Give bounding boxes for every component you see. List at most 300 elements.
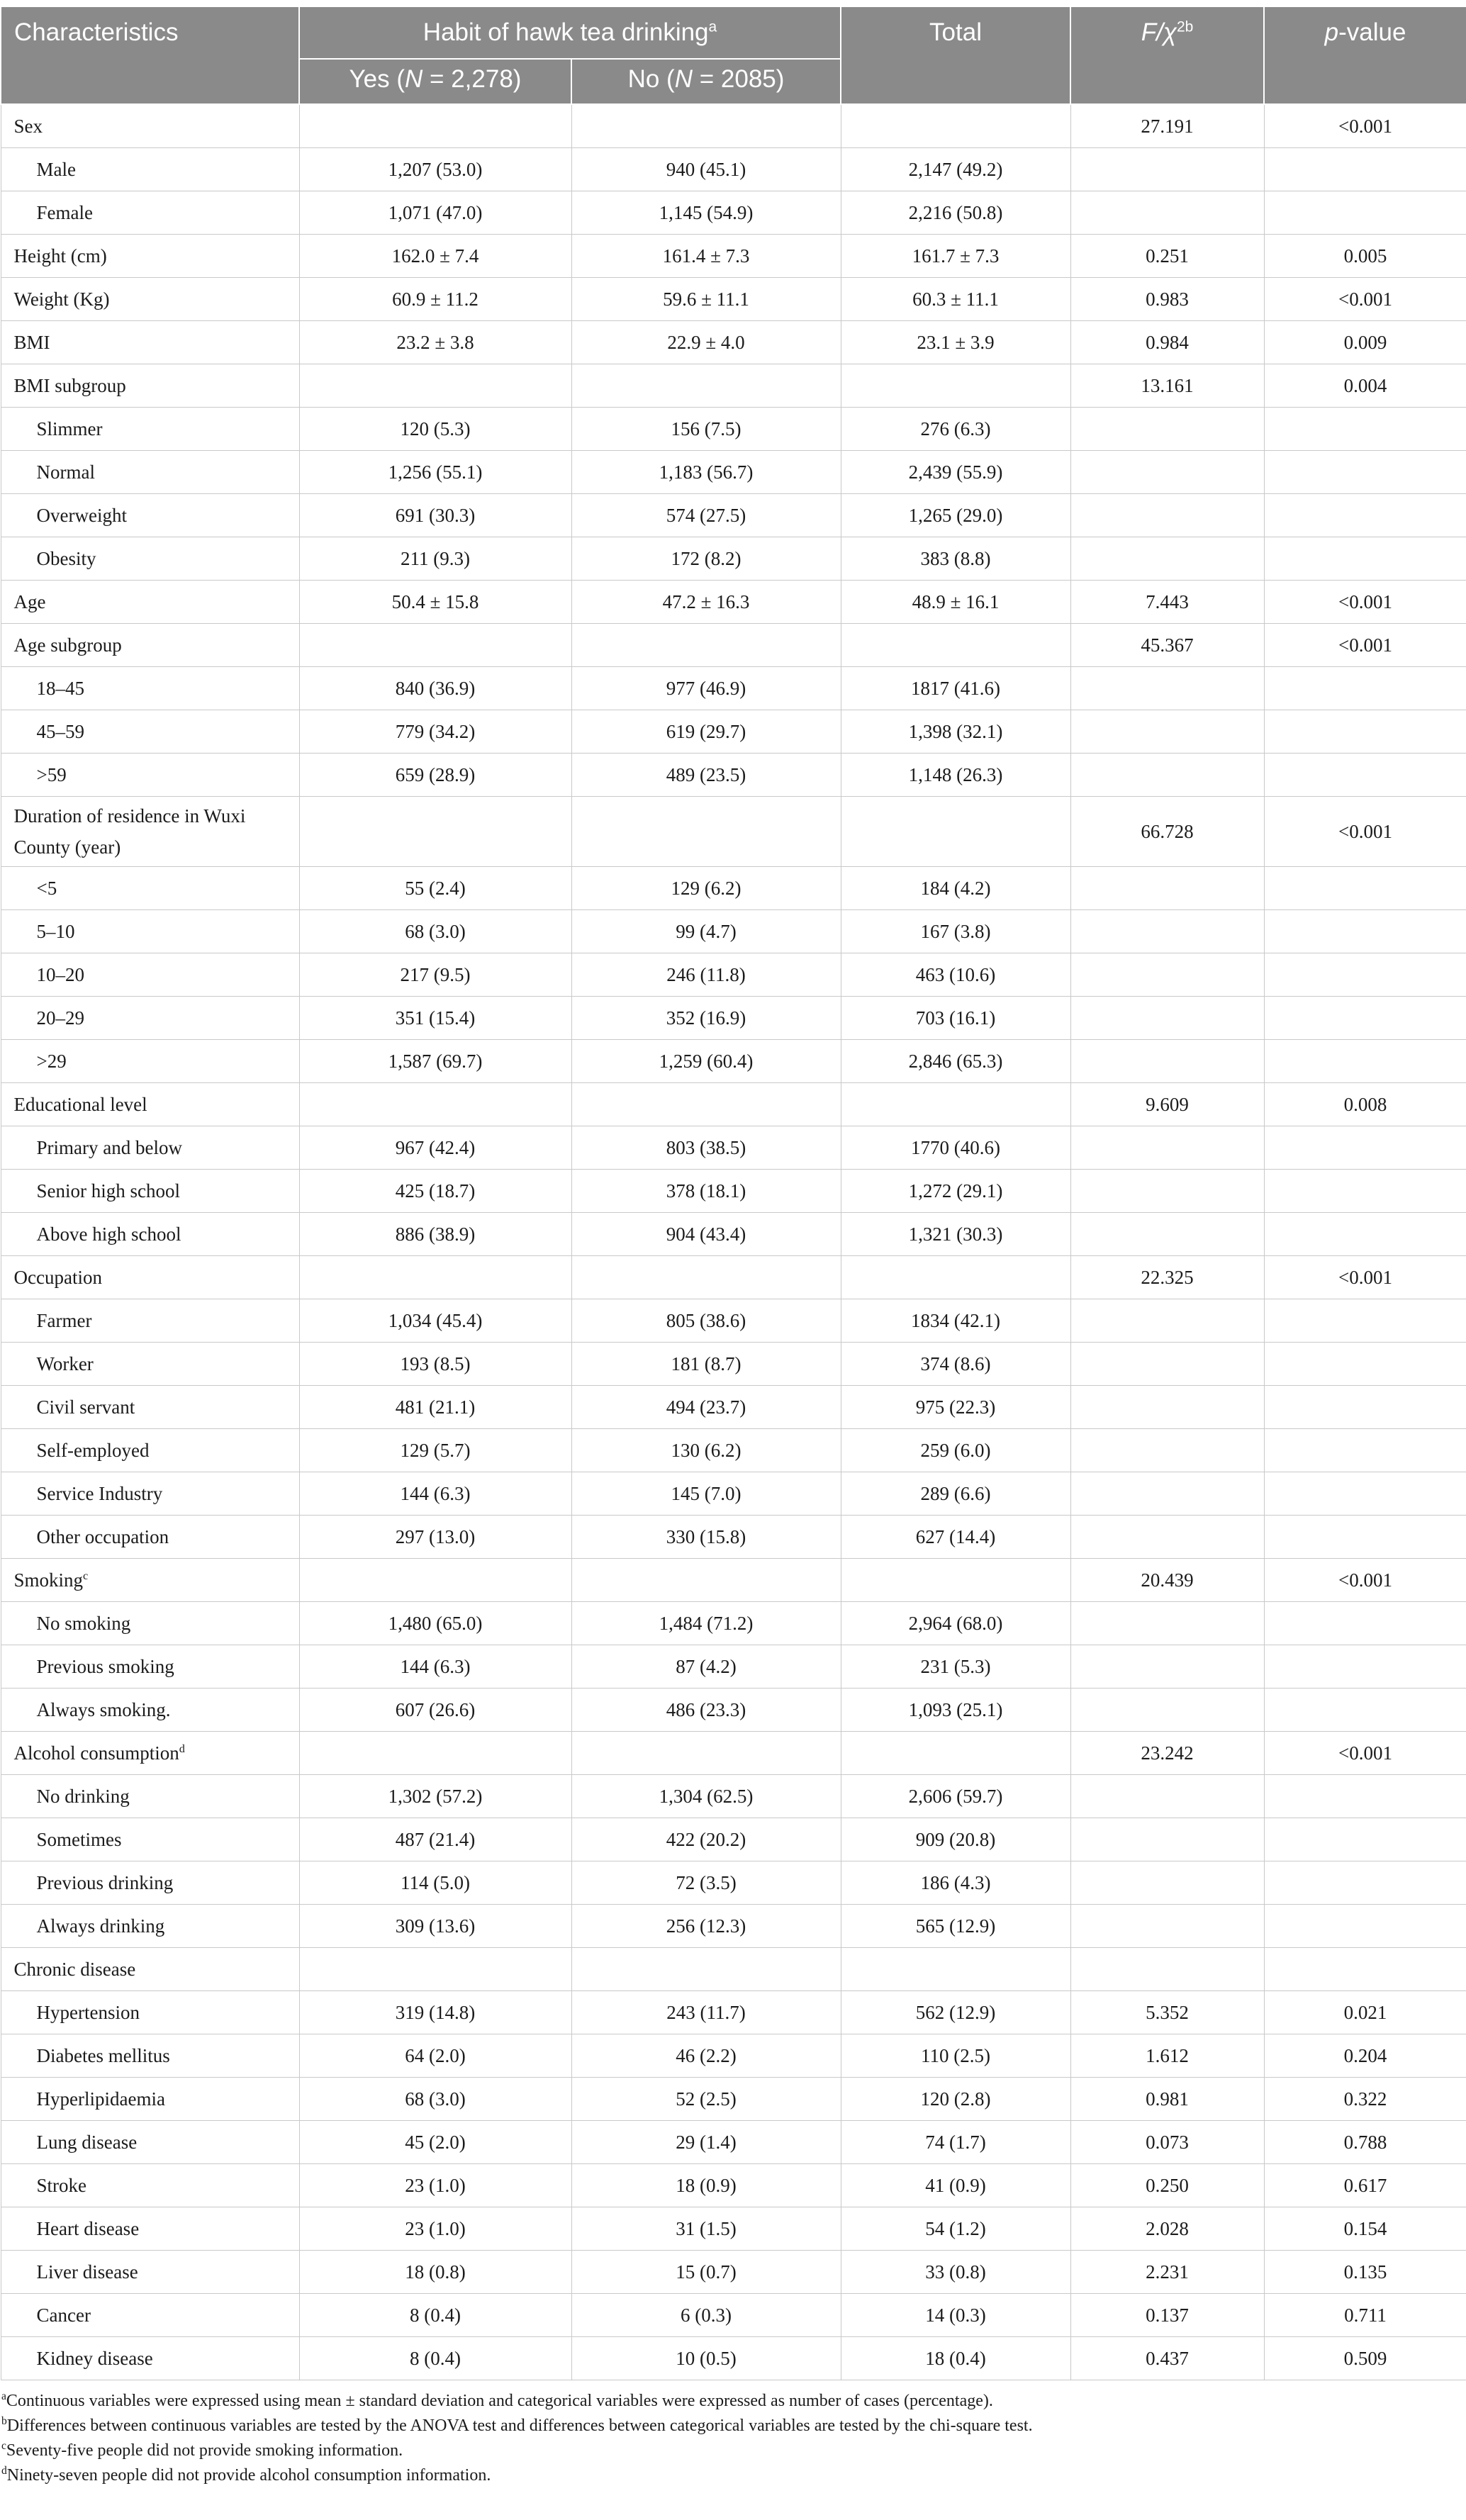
cell-yes: 1,587 (69.7) <box>299 1040 571 1083</box>
cell-no: 87 (4.2) <box>571 1645 841 1689</box>
cell-statistic <box>1070 408 1264 451</box>
cell-yes: 319 (14.8) <box>299 1991 571 2034</box>
cell-total: 627 (14.4) <box>841 1516 1070 1559</box>
cell-no <box>571 1732 841 1775</box>
cell-total: 54 (1.2) <box>841 2207 1070 2251</box>
cell-yes: 68 (3.0) <box>299 2078 571 2121</box>
cell-total: 909 (20.8) <box>841 1818 1070 1861</box>
row-label: Worker <box>1 1343 299 1386</box>
cell-yes: 193 (8.5) <box>299 1343 571 1386</box>
row-label: >29 <box>1 1040 299 1083</box>
cell-p-value: 0.788 <box>1264 2121 1466 2164</box>
row-label: Previous drinking <box>1 1861 299 1905</box>
table-row <box>1 1775 1466 1818</box>
cell-statistic <box>1070 537 1264 581</box>
cell-yes: 967 (42.4) <box>299 1126 571 1170</box>
table-row <box>1 321 1466 364</box>
header-p-value: p-value <box>1264 6 1466 104</box>
cell-statistic <box>1070 494 1264 537</box>
row-label: Diabetes mellitus <box>1 2034 299 2078</box>
table-row <box>1 1602 1466 1645</box>
row-label: Previous smoking <box>1 1645 299 1689</box>
cell-p-value <box>1264 953 1466 997</box>
cell-total <box>841 624 1070 667</box>
row-label: BMI <box>1 321 299 364</box>
row-label: Height (cm) <box>1 235 299 278</box>
cell-p-value <box>1264 1645 1466 1689</box>
cell-p-value <box>1264 1775 1466 1818</box>
row-label: Smoking$^c$ <box>1 1559 299 1602</box>
cell-yes: 217 (9.5) <box>299 953 571 997</box>
cell-no: 977 (46.9) <box>571 667 841 710</box>
cell-p-value <box>1264 537 1466 581</box>
cell-statistic: 0.984 <box>1070 321 1264 364</box>
row-label: Educational level <box>1 1083 299 1126</box>
table-row <box>1 1126 1466 1170</box>
table-row <box>1 1343 1466 1386</box>
cell-yes: 120 (5.3) <box>299 408 571 451</box>
cell-no: 59.6 ± 11.1 <box>571 278 841 321</box>
table-row <box>1 1689 1466 1732</box>
cell-total: 1,148 (26.3) <box>841 754 1070 797</box>
cell-no: 489 (23.5) <box>571 754 841 797</box>
table-row <box>1 2078 1466 2121</box>
cell-total: 23.1 ± 3.9 <box>841 321 1070 364</box>
row-label: No smoking <box>1 1602 299 1645</box>
row-label: 20–29 <box>1 997 299 1040</box>
cell-p-value <box>1264 451 1466 494</box>
row-label: Weight (Kg) <box>1 278 299 321</box>
cell-statistic <box>1070 1948 1264 1991</box>
cell-p-value <box>1264 148 1466 191</box>
row-label: No drinking <box>1 1775 299 1818</box>
cell-no: 18 (0.9) <box>571 2164 841 2207</box>
cell-no: 256 (12.3) <box>571 1905 841 1948</box>
table-row <box>1 148 1466 191</box>
cell-yes <box>299 1948 571 1991</box>
cell-p-value: 0.617 <box>1264 2164 1466 2207</box>
cell-statistic: 5.352 <box>1070 1991 1264 2034</box>
cell-no <box>571 104 841 148</box>
cell-no <box>571 1256 841 1299</box>
table-row <box>1 997 1466 1040</box>
table-row <box>1 1213 1466 1256</box>
row-label: Male <box>1 148 299 191</box>
cell-statistic: 0.981 <box>1070 2078 1264 2121</box>
cell-no: 130 (6.2) <box>571 1429 841 1472</box>
table-row <box>1 1256 1466 1299</box>
cell-p-value: 0.008 <box>1264 1083 1466 1126</box>
cell-p-value <box>1264 1386 1466 1429</box>
cell-total: 167 (3.8) <box>841 910 1070 953</box>
cell-total: 2,964 (68.0) <box>841 1602 1070 1645</box>
cell-total: 1,093 (25.1) <box>841 1689 1070 1732</box>
cell-p-value: 0.204 <box>1264 2034 1466 2078</box>
row-label: Female <box>1 191 299 235</box>
cell-no: 47.2 ± 16.3 <box>571 581 841 624</box>
cell-p-value <box>1264 1343 1466 1386</box>
cell-yes: 8 (0.4) <box>299 2294 571 2337</box>
cell-yes: 1,480 (65.0) <box>299 1602 571 1645</box>
cell-statistic <box>1070 1861 1264 1905</box>
row-label: Senior high school <box>1 1170 299 1213</box>
table-row <box>1 624 1466 667</box>
cell-statistic: 23.242 <box>1070 1732 1264 1775</box>
cell-yes: 607 (26.6) <box>299 1689 571 1732</box>
cell-no: 31 (1.5) <box>571 2207 841 2251</box>
cell-statistic <box>1070 1818 1264 1861</box>
cell-yes: 309 (13.6) <box>299 1905 571 1948</box>
cell-total: 1,398 (32.1) <box>841 710 1070 754</box>
cell-statistic: 0.983 <box>1070 278 1264 321</box>
cell-total: 1,272 (29.1) <box>841 1170 1070 1213</box>
table-row <box>1 1472 1466 1516</box>
cell-no: 574 (27.5) <box>571 494 841 537</box>
cell-statistic <box>1070 1645 1264 1689</box>
cell-total: 2,216 (50.8) <box>841 191 1070 235</box>
cell-yes: 8 (0.4) <box>299 2337 571 2380</box>
cell-total: 1,265 (29.0) <box>841 494 1070 537</box>
cell-yes <box>299 1559 571 1602</box>
cell-yes: 481 (21.1) <box>299 1386 571 1429</box>
cell-total <box>841 1256 1070 1299</box>
row-label: Service Industry <box>1 1472 299 1516</box>
cell-total: 48.9 ± 16.1 <box>841 581 1070 624</box>
cell-no <box>571 797 841 867</box>
cell-total: 562 (12.9) <box>841 1991 1070 2034</box>
cell-yes <box>299 1083 571 1126</box>
cell-p-value <box>1264 867 1466 910</box>
table-row <box>1 2164 1466 2207</box>
cell-yes: 487 (21.4) <box>299 1818 571 1861</box>
row-label: Other occupation <box>1 1516 299 1559</box>
row-label: Chronic disease <box>1 1948 299 1991</box>
cell-p-value: 0.005 <box>1264 235 1466 278</box>
cell-no: 904 (43.4) <box>571 1213 841 1256</box>
cell-total: 463 (10.6) <box>841 953 1070 997</box>
table-row <box>1 2034 1466 2078</box>
cell-statistic: 7.443 <box>1070 581 1264 624</box>
row-label: Hypertension <box>1 1991 299 2034</box>
cell-yes: 18 (0.8) <box>299 2251 571 2294</box>
table-row <box>1 1861 1466 1905</box>
cell-yes <box>299 624 571 667</box>
cell-yes: 840 (36.9) <box>299 667 571 710</box>
cell-yes: 1,034 (45.4) <box>299 1299 571 1343</box>
cell-total: 383 (8.8) <box>841 537 1070 581</box>
cell-statistic: 2.028 <box>1070 2207 1264 2251</box>
cell-p-value: 0.711 <box>1264 2294 1466 2337</box>
row-label: Sex <box>1 104 299 148</box>
cell-p-value <box>1264 1689 1466 1732</box>
cell-no: 181 (8.7) <box>571 1343 841 1386</box>
cell-total: 184 (4.2) <box>841 867 1070 910</box>
row-label: Heart disease <box>1 2207 299 2251</box>
table-row <box>1 1991 1466 2034</box>
cell-p-value <box>1264 1472 1466 1516</box>
table-row <box>1 1559 1466 1602</box>
table-row <box>1 364 1466 408</box>
table-row <box>1 2251 1466 2294</box>
cell-p-value <box>1264 997 1466 1040</box>
cell-total: 259 (6.0) <box>841 1429 1070 1472</box>
cell-yes: 162.0 ± 7.4 <box>299 235 571 278</box>
cell-total: 2,439 (55.9) <box>841 451 1070 494</box>
cell-yes: 211 (9.3) <box>299 537 571 581</box>
cell-statistic <box>1070 1170 1264 1213</box>
cell-total <box>841 364 1070 408</box>
cell-statistic: 27.191 <box>1070 104 1264 148</box>
cell-p-value: 0.509 <box>1264 2337 1466 2380</box>
cell-total: 565 (12.9) <box>841 1905 1070 1948</box>
row-label: Slimmer <box>1 408 299 451</box>
cell-yes: 1,302 (57.2) <box>299 1775 571 1818</box>
table-row <box>1 710 1466 754</box>
cell-p-value <box>1264 754 1466 797</box>
cell-no: 22.9 ± 4.0 <box>571 321 841 364</box>
cell-statistic <box>1070 1213 1264 1256</box>
table-row <box>1 235 1466 278</box>
cell-statistic <box>1070 910 1264 953</box>
cell-statistic <box>1070 867 1264 910</box>
footnotes <box>0 2380 1466 2488</box>
cell-total <box>841 1948 1070 1991</box>
row-label: Hyperlipidaemia <box>1 2078 299 2121</box>
cell-p-value <box>1264 1818 1466 1861</box>
cell-statistic <box>1070 1905 1264 1948</box>
cell-p-value: <0.001 <box>1264 1559 1466 1602</box>
cell-no: 803 (38.5) <box>571 1126 841 1170</box>
cell-no: 486 (23.3) <box>571 1689 841 1732</box>
cell-p-value: <0.001 <box>1264 1732 1466 1775</box>
cell-statistic: 0.073 <box>1070 2121 1264 2164</box>
header-habit-group: Habit of hawk tea drinking$^a$ <box>299 6 841 59</box>
cell-statistic <box>1070 1602 1264 1645</box>
cell-yes: 351 (15.4) <box>299 997 571 1040</box>
table-row <box>1 953 1466 997</box>
cell-p-value: <0.001 <box>1264 581 1466 624</box>
table-row <box>1 867 1466 910</box>
table-row <box>1 581 1466 624</box>
cell-total <box>841 797 1070 867</box>
cell-p-value <box>1264 191 1466 235</box>
cell-p-value: 0.021 <box>1264 1991 1466 2034</box>
cell-no: 1,183 (56.7) <box>571 451 841 494</box>
row-label: Stroke <box>1 2164 299 2207</box>
row-label: Obesity <box>1 537 299 581</box>
cell-statistic: 45.367 <box>1070 624 1264 667</box>
table-row <box>1 2207 1466 2251</box>
cell-no: 156 (7.5) <box>571 408 841 451</box>
cell-no: 161.4 ± 7.3 <box>571 235 841 278</box>
row-label: Self-employed <box>1 1429 299 1472</box>
cell-yes: 1,207 (53.0) <box>299 148 571 191</box>
table-row <box>1 1386 1466 1429</box>
cell-statistic <box>1070 1343 1264 1386</box>
footnote: $^a$Continuous variables were expressed using mean ± standard deviation and categorical variables were expressed as number of cases (percentage). <box>1 2390 993 2410</box>
cell-statistic <box>1070 1126 1264 1170</box>
cell-no: 99 (4.7) <box>571 910 841 953</box>
cell-statistic <box>1070 997 1264 1040</box>
cell-yes: 23.2 ± 3.8 <box>299 321 571 364</box>
cell-statistic <box>1070 1775 1264 1818</box>
cell-p-value <box>1264 408 1466 451</box>
table-row <box>1 1083 1466 1126</box>
cell-no: 72 (3.5) <box>571 1861 841 1905</box>
table-row <box>1 1299 1466 1343</box>
row-label: Duration of residence in Wuxi County (year) <box>1 797 299 867</box>
cell-p-value <box>1264 1126 1466 1170</box>
cell-total <box>841 1083 1070 1126</box>
cell-yes: 50.4 ± 15.8 <box>299 581 571 624</box>
cell-statistic <box>1070 1429 1264 1472</box>
cell-total: 18 (0.4) <box>841 2337 1070 2380</box>
cell-no: 15 (0.7) <box>571 2251 841 2294</box>
cell-p-value <box>1264 1429 1466 1472</box>
table-row <box>1 1732 1466 1775</box>
cell-statistic <box>1070 148 1264 191</box>
cell-yes: 129 (5.7) <box>299 1429 571 1472</box>
table-row <box>1 2294 1466 2337</box>
cell-total: 14 (0.3) <box>841 2294 1070 2337</box>
cell-yes: 886 (38.9) <box>299 1213 571 1256</box>
cell-statistic <box>1070 1299 1264 1343</box>
cell-statistic: 66.728 <box>1070 797 1264 867</box>
cell-statistic: 20.439 <box>1070 1559 1264 1602</box>
cell-no: 1,145 (54.9) <box>571 191 841 235</box>
cell-yes: 691 (30.3) <box>299 494 571 537</box>
table-row <box>1 667 1466 710</box>
cell-yes: 425 (18.7) <box>299 1170 571 1213</box>
footnote: $^c$Seventy-five people did not provide smoking information. <box>1 2440 403 2460</box>
cell-total: 60.3 ± 11.1 <box>841 278 1070 321</box>
table-row <box>1 1170 1466 1213</box>
cell-p-value: 0.322 <box>1264 2078 1466 2121</box>
table-row <box>1 797 1466 867</box>
cell-yes: 297 (13.0) <box>299 1516 571 1559</box>
cell-no: 1,484 (71.2) <box>571 1602 841 1645</box>
cell-total: 186 (4.3) <box>841 1861 1070 1905</box>
table-row <box>1 408 1466 451</box>
cell-yes: 779 (34.2) <box>299 710 571 754</box>
row-label: Above high school <box>1 1213 299 1256</box>
cell-total: 74 (1.7) <box>841 2121 1070 2164</box>
cell-no: 52 (2.5) <box>571 2078 841 2121</box>
cell-p-value <box>1264 494 1466 537</box>
cell-no: 378 (18.1) <box>571 1170 841 1213</box>
cell-p-value <box>1264 1040 1466 1083</box>
table-row <box>1 1948 1466 1991</box>
cell-no: 1,304 (62.5) <box>571 1775 841 1818</box>
cell-p-value: <0.001 <box>1264 278 1466 321</box>
cell-total: 703 (16.1) <box>841 997 1070 1040</box>
row-label: 18–45 <box>1 667 299 710</box>
header-yes: Yes (N = 2,278) <box>299 59 571 104</box>
cell-p-value <box>1264 1905 1466 1948</box>
cell-yes <box>299 1256 571 1299</box>
cell-statistic: 1.612 <box>1070 2034 1264 2078</box>
cell-p-value <box>1264 1861 1466 1905</box>
cell-p-value <box>1264 1516 1466 1559</box>
table-row <box>1 1818 1466 1861</box>
cell-p-value: 0.135 <box>1264 2251 1466 2294</box>
cell-total: 1,321 (30.3) <box>841 1213 1070 1256</box>
cell-statistic: 0.251 <box>1070 235 1264 278</box>
cell-total: 1834 (42.1) <box>841 1299 1070 1343</box>
cell-p-value <box>1264 710 1466 754</box>
cell-p-value <box>1264 1213 1466 1256</box>
cell-no: 172 (8.2) <box>571 537 841 581</box>
cell-statistic <box>1070 1386 1264 1429</box>
cell-total: 289 (6.6) <box>841 1472 1070 1516</box>
cell-total: 161.7 ± 7.3 <box>841 235 1070 278</box>
cell-no <box>571 624 841 667</box>
cell-statistic: 22.325 <box>1070 1256 1264 1299</box>
table-row <box>1 754 1466 797</box>
cell-yes: 23 (1.0) <box>299 2164 571 2207</box>
table-row <box>1 1645 1466 1689</box>
row-label: Always smoking. <box>1 1689 299 1732</box>
cell-total: 41 (0.9) <box>841 2164 1070 2207</box>
cell-total: 33 (0.8) <box>841 2251 1070 2294</box>
cell-statistic: 13.161 <box>1070 364 1264 408</box>
header-statistic: $F/\chi^{2b}$ <box>1070 6 1264 104</box>
cell-yes: 114 (5.0) <box>299 1861 571 1905</box>
cell-statistic: 2.231 <box>1070 2251 1264 2294</box>
header-total: Total <box>841 6 1070 104</box>
cell-total: 2,606 (59.7) <box>841 1775 1070 1818</box>
cell-yes: 144 (6.3) <box>299 1472 571 1516</box>
cell-yes <box>299 1732 571 1775</box>
cell-total: 2,846 (65.3) <box>841 1040 1070 1083</box>
cell-yes: 60.9 ± 11.2 <box>299 278 571 321</box>
cell-total: 120 (2.8) <box>841 2078 1070 2121</box>
cell-total: 231 (5.3) <box>841 1645 1070 1689</box>
cell-yes <box>299 797 571 867</box>
row-label: Cancer <box>1 2294 299 2337</box>
row-label: 5–10 <box>1 910 299 953</box>
cell-p-value: <0.001 <box>1264 624 1466 667</box>
row-label: Age subgroup <box>1 624 299 667</box>
footnote: $^b$Differences between continuous variables are tested by the ANOVA test and differences between categorical variables are tested by the chi-square test. <box>1 2415 1033 2435</box>
cell-p-value <box>1264 1170 1466 1213</box>
table-header <box>1 6 1466 104</box>
cell-no: 46 (2.2) <box>571 2034 841 2078</box>
table-row <box>1 1516 1466 1559</box>
table-row <box>1 2337 1466 2380</box>
cell-yes: 64 (2.0) <box>299 2034 571 2078</box>
cell-statistic: 9.609 <box>1070 1083 1264 1126</box>
table-row <box>1 1905 1466 1948</box>
cell-no <box>571 1559 841 1602</box>
cell-p-value: 0.004 <box>1264 364 1466 408</box>
row-label: 10–20 <box>1 953 299 997</box>
header-no: No (N = 2085) <box>571 59 841 104</box>
row-label: Occupation <box>1 1256 299 1299</box>
table-row <box>1 2121 1466 2164</box>
cell-no <box>571 1948 841 1991</box>
cell-statistic <box>1070 667 1264 710</box>
table-row <box>1 1040 1466 1083</box>
cell-total: 276 (6.3) <box>841 408 1070 451</box>
cell-yes: 144 (6.3) <box>299 1645 571 1689</box>
row-label: Age <box>1 581 299 624</box>
row-label: Farmer <box>1 1299 299 1343</box>
cell-statistic <box>1070 953 1264 997</box>
cell-p-value: 0.009 <box>1264 321 1466 364</box>
cell-no: 1,259 (60.4) <box>571 1040 841 1083</box>
table-row <box>1 494 1466 537</box>
